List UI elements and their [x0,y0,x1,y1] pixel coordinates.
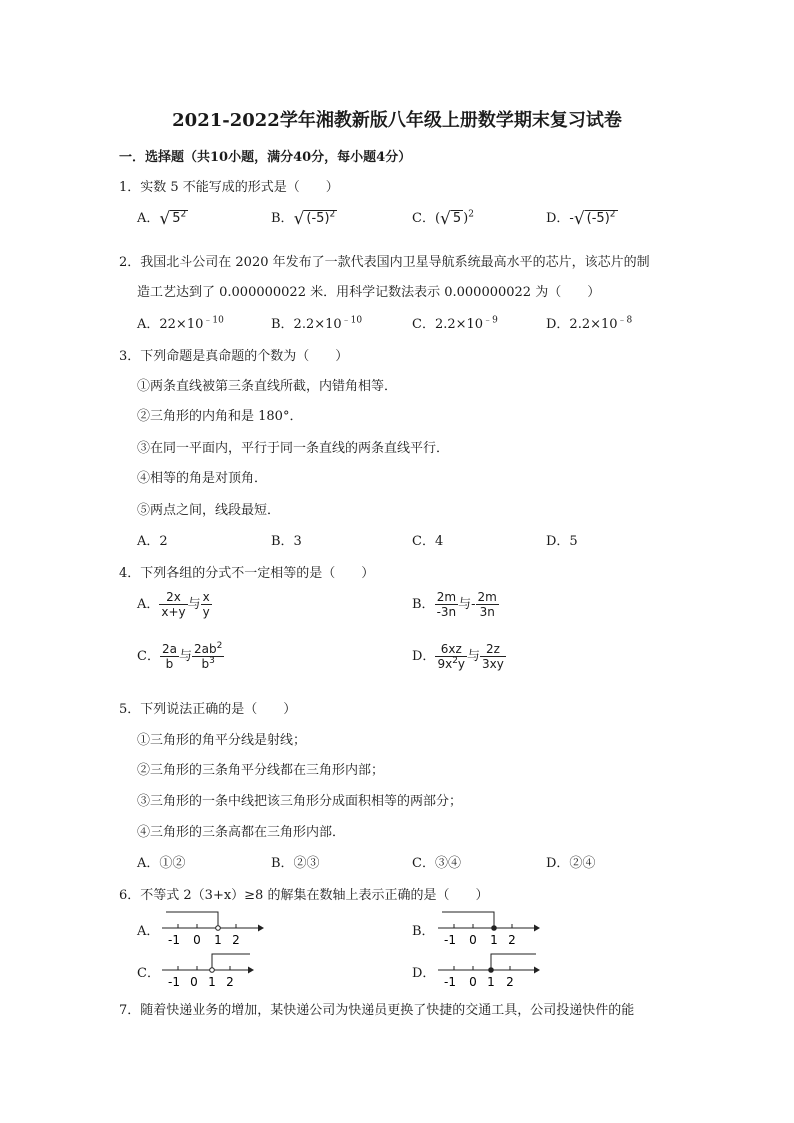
q5-option-b: B．②③ [271,856,320,871]
q6-c-tick-label: 2 [226,975,234,989]
q6-c-tick-label: 1 [208,975,216,989]
q3-statement-5: ⑤两点之间，线段最短． [137,503,281,518]
page-title: 2021-2022学年湘教新版八年级上册数学期末复习试卷 [172,110,622,131]
q3-stem: 3．下列命题是真命题的个数为（ ） [119,349,349,364]
q4-option-d: D． $\frac{6xz}{9x^2y}$ 与 $\frac{2z}{3xy}$ [412,642,504,671]
q6-b-tick-label: 0 [469,933,477,947]
q5-statement-3: ③三角形的一条中线把该三角形分成面积相等的两部分； [137,794,463,809]
q6-d-tick-label: -1 [444,975,456,989]
q6-stem: 6．不等式 2（3+x）≥8 的解集在数轴上表示正确的是（ ） [119,888,489,903]
q6-b-tick-label: 1 [490,933,498,947]
q2-option-a: A．$22\times 10^{﹣10}$ [137,315,224,332]
q2-stem-line2: 造工艺达到了 0.000000022 米．用科学记数法表示 0.000000022 为（ ） [137,285,601,300]
section-heading: 一．选择题（共10小题，满分40分，每小题4分） [119,150,412,165]
q5-option-d: D．②④ [546,856,596,871]
q3-statement-3: ③在同一平面内，平行于同一条直线的两条直线平行． [137,441,450,456]
q6-c-tick-label: 0 [190,975,198,989]
q1-option-c: C．(√ 5 )$^2$ [412,208,474,229]
q1-option-d: D．-√ $(-5)^2$ [546,208,616,229]
q6-option-d-number-line [436,950,540,990]
q6-d-tick-label: 0 [469,975,477,989]
q6-a-tick-label: 1 [214,933,222,947]
q6-option-a-number-line [160,908,264,948]
q6-b-tick-label: 2 [508,933,516,947]
q5-statement-1: ①三角形的角平分线是射线； [137,733,307,748]
q6-c-tick-label: -1 [168,975,180,989]
q1-option-a: A．√ $5^2$ [137,208,187,229]
q3-statement-1: ①两条直线被第三条直线所截，内错角相等． [137,379,398,394]
q6-d-tick-label: 2 [506,975,514,989]
q3-option-b: B．3 [271,534,302,549]
q5-option-a: A．①② [137,856,186,871]
q2-option-b: B．$2.2\times 10^{﹣10}$ [271,315,363,332]
q1-stem: 1．实数 5 不能写成的形式是（ ） [119,180,339,195]
q6-option-d-label: D． [412,966,436,981]
q6-option-a-label: A． [137,924,160,939]
q6-option-b-number-line [436,908,540,948]
q6-a-tick-label: -1 [168,933,180,947]
q6-option-c-number-line [160,950,264,990]
q3-statement-4: ④相等的角是对顶角． [137,471,268,486]
q6-d-tick-label: 1 [487,975,495,989]
q4-stem: 4．下列各组的分式不一定相等的是（ ） [119,566,375,581]
q4-option-a: A． $\frac{2x}{x+y}$ 与 $\frac{x}{y}$ [137,590,210,619]
q3-option-d: D．5 [546,534,578,549]
q1-option-b: B．√ $(-5)^2$ [271,208,336,229]
q2-option-c: C．$2.2\times 10^{﹣9}$ [412,315,498,332]
q6-b-tick-label: -1 [444,933,456,947]
q6-option-c-label: C． [137,966,160,981]
q3-option-c: C．4 [412,534,444,549]
q2-stem-line1: 2．我国北斗公司在 2020 年发布了一款代表国内卫星导航系统最高水平的芯片，该芯片的制 [119,255,650,270]
q5-statement-4: ④三角形的三条高都在三角形内部． [137,825,346,840]
q7-stem: 7．随着快递业务的增加，某快递公司为快递员更换了快捷的交通工具，公司投递快件的能 [119,1003,635,1018]
q5-option-c: C．③④ [412,856,461,871]
q3-option-a: A．2 [137,534,168,549]
q5-stem: 5．下列说法正确的是（ ） [119,702,297,717]
q6-option-b-label: B． [412,924,435,939]
q4-option-b: B． $\frac{2m}{-3n}$ 与- $\frac{2m}{3n}$ [412,590,497,619]
q6-a-tick-label: 2 [232,933,240,947]
q6-a-tick-label: 0 [193,933,201,947]
q3-statement-2: ②三角形的内角和是 180°． [137,409,303,424]
q4-option-c: C． $\frac{2a}{b}$ 与 $\frac{2ab^2}{b^3}$ [137,641,223,671]
q5-statement-2: ②三角形的三条角平分线都在三角形内部； [137,763,385,778]
q2-option-d: D．$2.2\times 10^{﹣8}$ [546,315,633,332]
